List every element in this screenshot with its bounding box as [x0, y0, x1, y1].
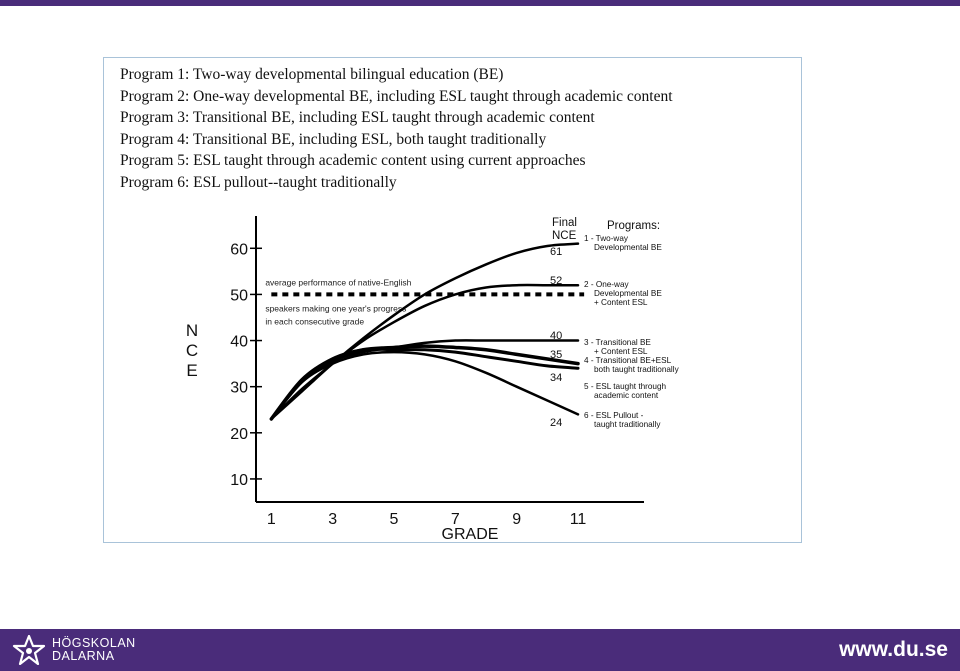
- program-label-3: + Content ESL: [594, 347, 648, 356]
- reference-line-label: average performance of native-English: [265, 277, 412, 288]
- y-tick-label: 30: [230, 379, 248, 397]
- series-line-program-5: [271, 349, 578, 419]
- y-tick-label: 60: [230, 241, 248, 259]
- legend-item-4: Program 4: Transitional BE, including ESL, both taught traditionally: [120, 130, 547, 148]
- final-nce-value: 35: [550, 349, 563, 361]
- program-label-2: 2 - One-way: [584, 280, 629, 289]
- y-tick-label: 40: [230, 333, 248, 351]
- final-nce-header: NCE: [552, 230, 577, 242]
- star-logo-icon: [12, 635, 46, 665]
- x-tick-label: 3: [328, 511, 338, 528]
- final-nce-value: 61: [550, 246, 563, 258]
- legend-item-6: Program 6: ESL pullout--taught traditionally: [120, 173, 397, 191]
- program-label-2: + Content ESL: [594, 298, 648, 307]
- series-line-program-3: [271, 340, 578, 419]
- nce-line-chart: [104, 58, 800, 541]
- final-nce-value: 40: [550, 330, 563, 342]
- x-axis-title: GRADE: [441, 526, 499, 541]
- reference-line-label: in each consecutive grade: [265, 316, 365, 327]
- website-link[interactable]: www.du.se: [839, 638, 948, 661]
- university-logo[interactable]: [12, 635, 136, 665]
- program-label-4: 4 - Transitional BE+ESL: [584, 356, 672, 365]
- x-tick-label: 11: [569, 511, 587, 528]
- y-axis-title-letter: E: [186, 361, 198, 380]
- logo-line-1: HÖGSKOLAN: [52, 636, 136, 650]
- logo-line-2: DALARNA: [52, 649, 115, 663]
- legend-item-1: Program 1: Two-way developmental bilingual education (BE): [120, 66, 504, 83]
- program-label-2: Developmental BE: [594, 289, 662, 298]
- program-label-3: 3 - Transitional BE: [584, 338, 651, 347]
- final-nce-value: 34: [550, 372, 563, 384]
- logo-wordmark: [52, 637, 136, 663]
- y-tick-label: 20: [230, 425, 248, 443]
- reference-line-label: speakers making one year's progress: [265, 303, 407, 314]
- y-axis-title-letter: N: [185, 321, 199, 340]
- program-label-4: both taught traditionally: [594, 365, 679, 374]
- legend-item-5: Program 5: ESL taught through academic content using current approaches: [120, 152, 586, 169]
- x-tick-label: 7: [450, 511, 460, 528]
- x-tick-label: 9: [512, 511, 522, 528]
- program-label-1: 1 - Two-way: [584, 234, 628, 243]
- y-tick-label: 10: [230, 471, 248, 489]
- final-nce-value: 24: [550, 417, 563, 429]
- series-line-program-4: [271, 346, 578, 419]
- program-label-5: academic content: [594, 391, 659, 400]
- program-label-6: 6 - ESL Pullout -: [584, 411, 644, 420]
- x-tick-label: 5: [389, 511, 399, 528]
- top-accent-bar: [0, 0, 960, 6]
- footer-bar: [0, 629, 960, 671]
- program-label-1: Developmental BE: [594, 243, 662, 252]
- final-nce-header: Final: [552, 217, 577, 229]
- legend-item-3: Program 3: Transitional BE, including ESL taught through academic content: [120, 109, 595, 126]
- final-nce-value: 52: [550, 275, 563, 287]
- programs-header: Programs:: [607, 220, 661, 232]
- y-axis-title-letter: C: [185, 341, 199, 360]
- series-line-program-6: [271, 352, 578, 419]
- program-label-6: taught traditionally: [594, 420, 661, 429]
- program-label-5: 5 - ESL taught through: [584, 382, 667, 391]
- y-tick-label: 50: [230, 287, 248, 305]
- chart-figure: [103, 57, 802, 543]
- legend-item-2: Program 2: One-way developmental BE, including ESL taught through academic content: [120, 87, 673, 105]
- x-tick-label: 1: [266, 511, 276, 528]
